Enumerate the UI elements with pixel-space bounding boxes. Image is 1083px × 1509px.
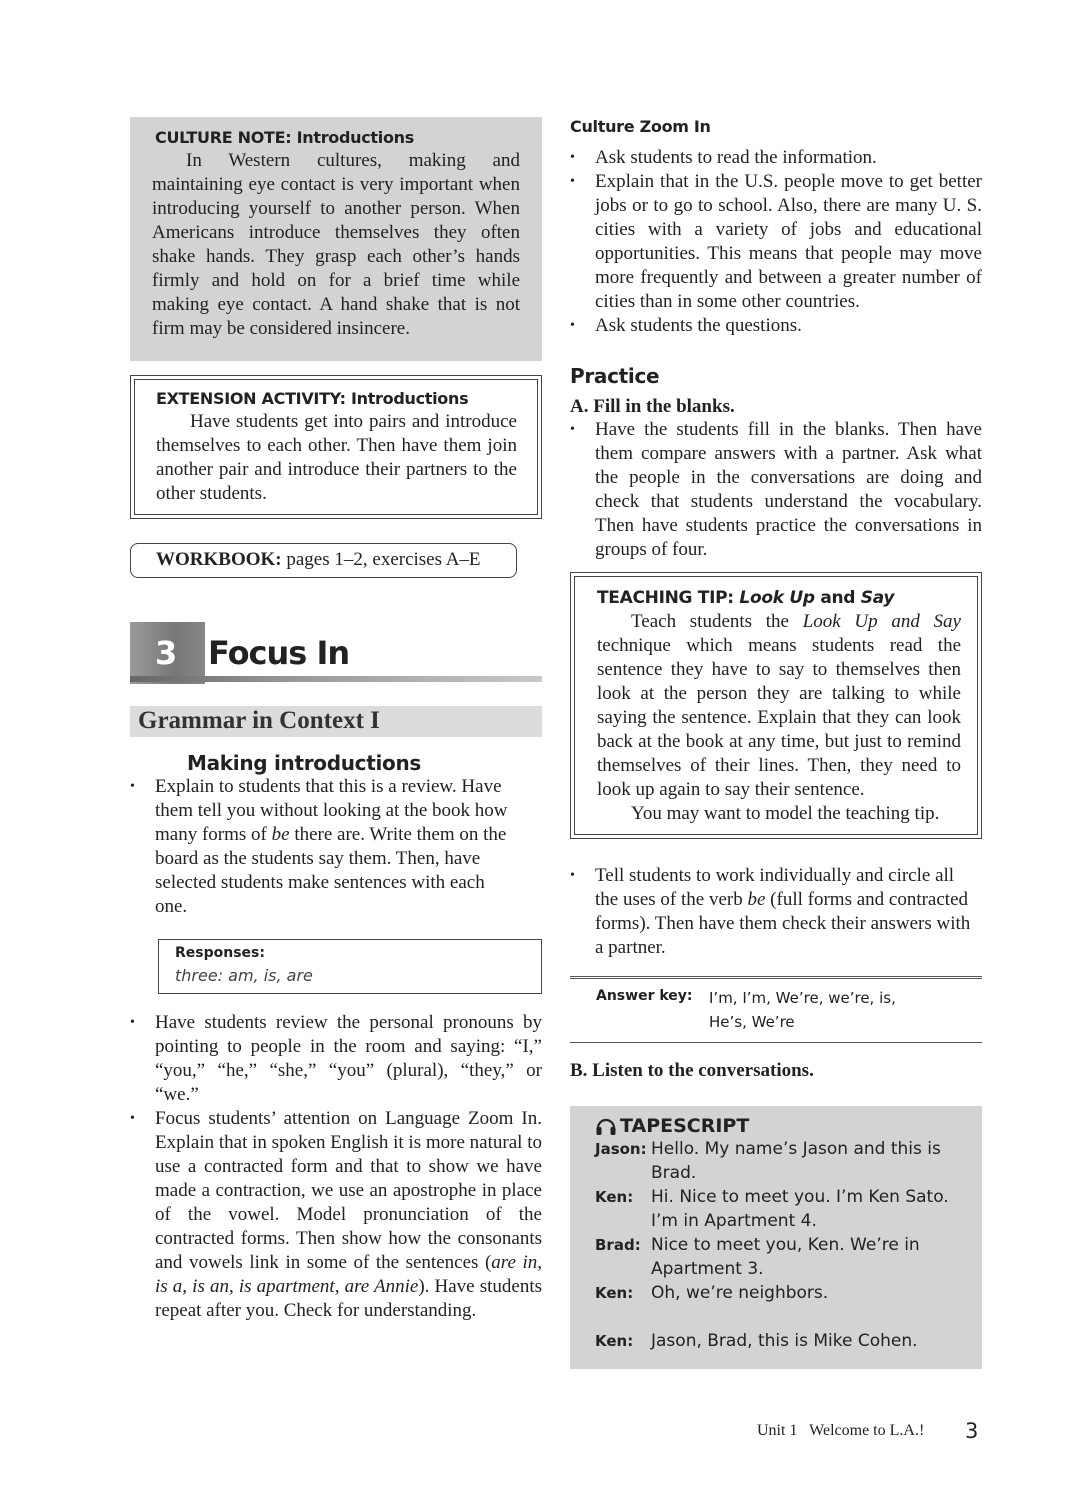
- left-column: [130, 117, 542, 1323]
- workbook-reference: [130, 543, 517, 578]
- answer-key-label: Answer key:: [596, 988, 693, 1004]
- dialogue-line: Ken: Hi. Nice to meet you. I’m Ken Sato. I’m in Apartment 4.: [595, 1187, 949, 1231]
- culture-zoom-bullets: [570, 146, 982, 338]
- practice-bullets-b: [570, 864, 982, 960]
- responses-box: [158, 939, 542, 994]
- dialogue-line: Jason: Hello. My name’s Jason and this is Brad.: [595, 1139, 941, 1183]
- dialogue-line: Ken: Jason, Brad, this is Mike Cohen.: [595, 1331, 918, 1351]
- dialogue-line: Brad: Nice to meet you, Ken. We’re in Apartment 3.: [595, 1235, 920, 1279]
- page-footer: Unit 1 Welcome to L.A.!: [757, 1422, 925, 1439]
- list-item: • Tell students to work individually and circle all the uses of the verb be (full forms and contracted forms). Then have them check their answers with a partner.: [570, 864, 982, 960]
- teaching-tip-text-2: You may want to model the teaching tip.: [631, 803, 940, 824]
- dialogue-line: Ken: Oh, we’re neighbors.: [595, 1283, 829, 1303]
- section-number: 3: [155, 634, 178, 672]
- culture-note-text: In Western cultures, making and maintaining eye contact is very important when introducing yourself to another person. When Americans introduce themselves they often shake hands. They grasp each other’s hands firmly and hold on for a brief time while making eye contact. A hand shake that is not firm may be considered insincere.: [152, 150, 520, 339]
- tapescript-title: TAPESCRIPT: [620, 1115, 750, 1137]
- practice-bullets-a: [570, 418, 982, 562]
- workbook-text: pages 1–2, exercises A–E: [281, 549, 481, 570]
- list-item: • Explain to students that this is a review. Have them tell you without looking at the book how many forms of be there are. Write them on the board as the students say them. Then, have selected students make sentences with each one.: [130, 775, 518, 919]
- grammar-subheading: Making introductions: [187, 751, 422, 775]
- practice-sub-b: B. Listen to the conversations.: [570, 1060, 814, 1081]
- tapescript-heading: [595, 1115, 972, 1137]
- focus-in-banner: [130, 622, 542, 684]
- list-item: • Ask students the questions.: [570, 314, 982, 338]
- answer-key-value: I’m, I’m, We’re, we’re, is, He’s, We’re: [709, 989, 896, 1031]
- extension-activity-title: EXTENSION ACTIVITY: Introductions: [156, 389, 469, 408]
- list-item: • Explain that in the U.S. people move to get better jobs or to go to school. Also, there are many U. S. cities with a variety of jobs and educational opportunities. This means that people may move more frequently and between a greater number of cities than in some other countries.: [570, 170, 982, 314]
- headphones-icon: [595, 1116, 617, 1136]
- extension-activity-box: [130, 375, 542, 519]
- right-column: [570, 117, 982, 1369]
- culture-note-box: [130, 117, 542, 361]
- grammar-bullets-1: [130, 775, 542, 919]
- extension-activity-text: Have students get into pairs and introduce themselves to each other. Then have them join another pair and introduce their partners to the other students.: [156, 411, 517, 504]
- list-item: • Have students review the personal pronouns by pointing to people in the room and saying: “I,” “you,” “he,” “she,” “you” (plural), “they,” or “we.”: [130, 1011, 542, 1107]
- workbook-label: WORKBOOK:: [156, 549, 282, 570]
- practice-sub-a: A. Fill in the blanks.: [570, 396, 735, 417]
- grammar-heading: Grammar in Context I: [130, 706, 542, 737]
- culture-zoom-title: Culture Zoom In: [570, 117, 711, 136]
- list-item: • Ask students to read the information.: [570, 146, 982, 170]
- list-item: • Focus students’ attention on Language Zoom In. Explain that in spoken English it is more natural to use a contracted form and that to show we have made a contraction, we use an apostrophe in place of the vowel. Model pronunciation of the contracted forms. Then show how the consonants and vowels link in some of the sentences (are in, is a, is an, is apartment, are Annie). Have students repeat after you. Check for understanding.: [130, 1107, 542, 1323]
- answer-key: [570, 976, 982, 1043]
- culture-note-title: CULTURE NOTE: Introductions: [155, 128, 414, 147]
- list-item: • Have the students fill in the blanks. Then have them compare answers with a partner. Ask what the people in the conversations are doing and check that students understand the vocabulary. Then have students practice the conversations in groups of four.: [570, 418, 982, 562]
- responses-title: Responses:: [175, 945, 265, 961]
- teaching-tip-box: [570, 572, 982, 839]
- teaching-tip-text: Teach students the Look Up and Say technique which means students read the sentence they have to say to themselves then look at the person they are talking to while saying the sentence. Explain that they can look back at the book at any time, but just to remind themselves of their lines. Then, they need to look up again to say their sentence.: [597, 611, 961, 800]
- teaching-tip-title: TEACHING TIP: Look Up and Say: [597, 588, 895, 608]
- responses-value: three: am, is, are: [175, 966, 313, 985]
- tapescript-box: [570, 1106, 982, 1369]
- section-title: Focus In: [208, 634, 350, 672]
- practice-heading: Practice: [570, 364, 660, 388]
- grammar-bullets-2: [130, 1011, 542, 1323]
- page-number: 3: [965, 1419, 979, 1443]
